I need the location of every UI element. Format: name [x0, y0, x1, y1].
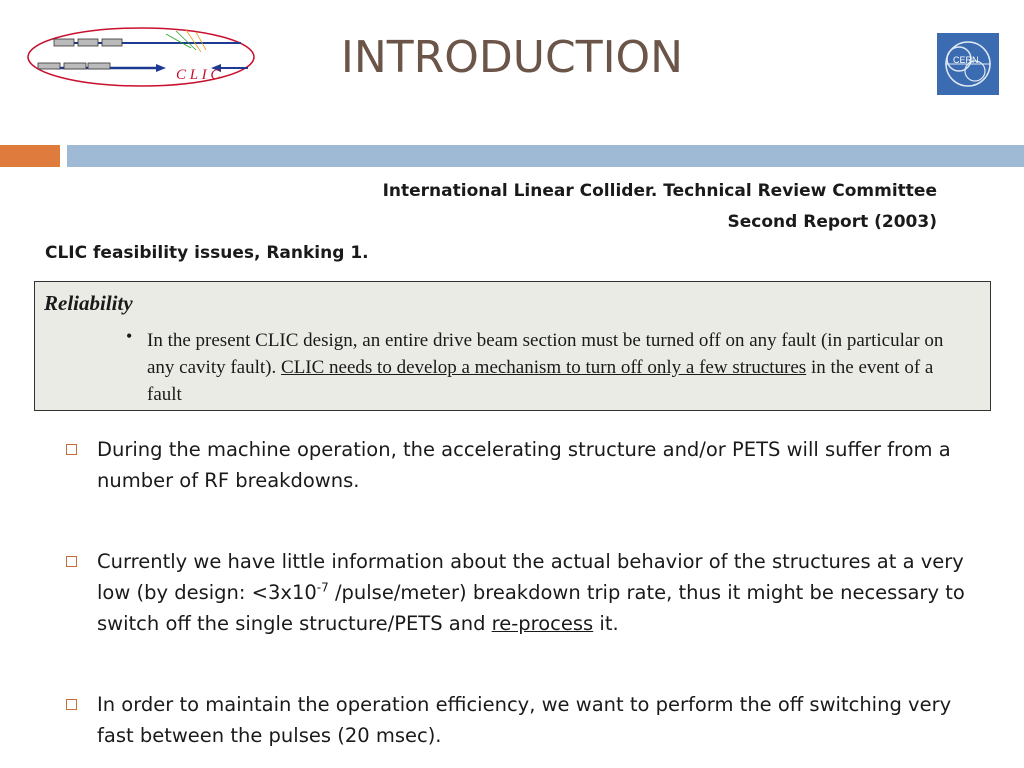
- reliability-quote-box: [34, 281, 991, 411]
- bullet-2-part-3: it.: [593, 612, 619, 635]
- quote-underlined-text: CLIC needs to develop a mechanism to turn off only a few structures: [281, 357, 807, 378]
- quote-heading: Reliability: [44, 291, 133, 315]
- square-bullet-icon: [66, 699, 77, 710]
- feasibility-heading: CLIC feasibility issues, Ranking 1.: [45, 243, 369, 263]
- bullet-2-part-2: /pulse/meter) breakdown trip rate, thus it might be necessary to switch off the single structure/PETS and: [97, 581, 965, 635]
- bullet-2-part-1: Currently we have little information about the actual behavior of the structures at a very low (by design: <3x10: [97, 550, 964, 604]
- quote-text-part: In the present CLIC design, an entire drive beam section must be turned off on any fault (in particular on any cavity fault).: [147, 330, 944, 378]
- square-bullet-icon: [66, 556, 77, 567]
- bullet-item-2: [97, 546, 967, 639]
- accent-band-orange: [0, 145, 60, 167]
- cern-logo-text: CERN: [953, 55, 979, 65]
- bullet-2-exponent: -7: [316, 580, 329, 595]
- bullet-2-underlined: re-process: [491, 612, 594, 635]
- bullet-item-3: In order to maintain the operation efficiency, we want to perform the off switching very fast between the pulses (20 msec).: [97, 693, 952, 747]
- reference-line-2: Second Report (2003): [727, 212, 937, 232]
- square-bullet-icon: [66, 444, 77, 455]
- quote-bullet-icon: •: [126, 326, 133, 346]
- reference-line-1: International Linear Collider. Technical Review Committee: [382, 181, 937, 201]
- slide-title: INTRODUCTION: [340, 32, 684, 83]
- bullet-item-1: During the machine operation, the accelerating structure and/or PETS will suffer from a number of RF breakdowns.: [97, 438, 951, 492]
- quote-text: [147, 327, 967, 408]
- accent-band-blue: [67, 145, 1024, 167]
- quote-text-tail: in the event of a fault: [147, 357, 934, 405]
- clic-logo-text: C L I C: [176, 67, 221, 83]
